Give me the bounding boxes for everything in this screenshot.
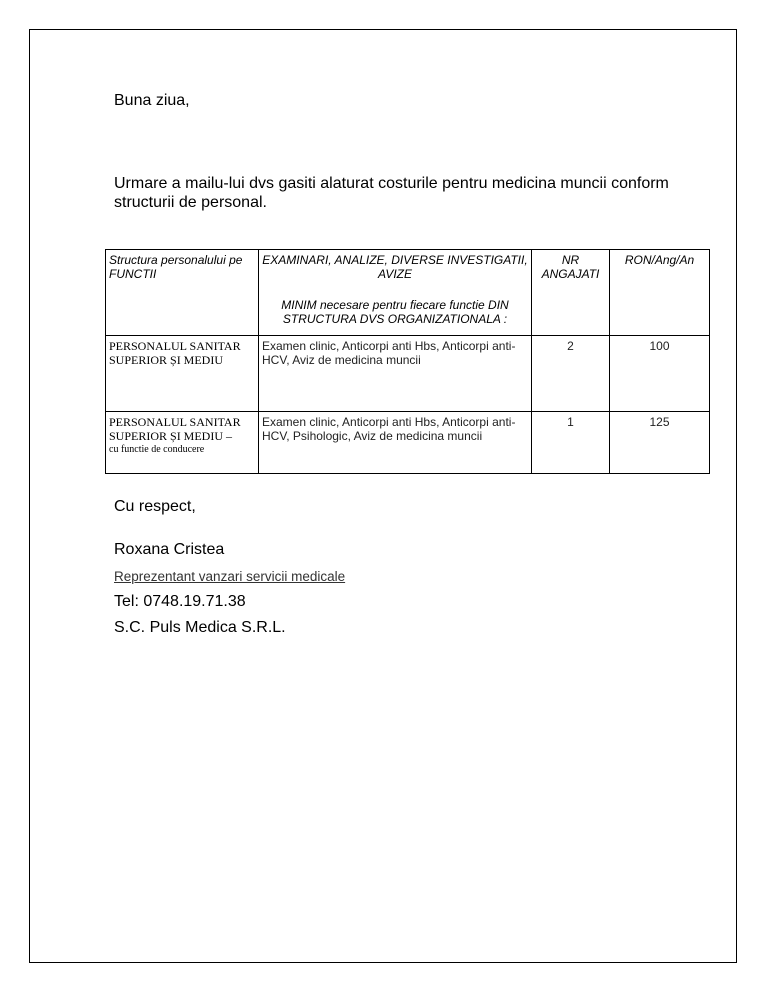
row-employees: 2	[532, 336, 610, 412]
greeting: Buna ziua,	[114, 92, 190, 109]
signer-name: Roxana Cristea	[114, 541, 225, 558]
header-structure: Structura personalului pe FUNCTII	[106, 250, 259, 336]
row-category	[106, 412, 259, 474]
costs-table	[105, 249, 710, 474]
header-exams-title: EXAMINARI, ANALIZE, DIVERSE INVESTIGATII, AVIZE	[262, 253, 528, 281]
header-price: RON/Ang/An	[610, 250, 710, 336]
row-category	[106, 336, 259, 412]
row-category-subtitle: cu functie de conducere	[109, 444, 205, 455]
intro-paragraph: Urmare a mailu-lui dvs gasiti alaturat costurile pentru medicina muncii conform structurii de personal.	[114, 175, 669, 211]
document-page	[29, 29, 737, 963]
table-row	[106, 336, 710, 412]
row-price: 100	[610, 336, 710, 412]
signer-role: Reprezentant vanzari servicii medicale	[114, 569, 346, 584]
row-employees: 1	[532, 412, 610, 474]
row-price: 125	[610, 412, 710, 474]
closing-line: Cu respect,	[114, 498, 196, 515]
table-row	[106, 412, 710, 474]
header-exams	[259, 250, 532, 336]
signer-company: S.C. Puls Medica S.R.L.	[114, 619, 286, 636]
signer-phone: Tel: 0748.19.71.38	[114, 593, 246, 610]
row-exams: Examen clinic, Anticorpi anti Hbs, Anticorpi anti-HCV, Aviz de medicina muncii	[259, 336, 532, 412]
header-employees: NR ANGAJATI	[532, 250, 610, 336]
row-exams: Examen clinic, Anticorpi anti Hbs, Anticorpi anti-HCV, Psihologic, Aviz de medicina muncii	[259, 412, 532, 474]
row-category-title: PERSONALUL SANITAR SUPERIOR ȘI MEDIU	[109, 339, 241, 367]
row-category-title: PERSONALUL SANITAR SUPERIOR ȘI MEDIU –	[109, 415, 241, 443]
header-exams-note: MINIM necesare pentru fiecare functie DIN STRUCTURA DVS ORGANIZATIONALA :	[281, 298, 509, 326]
table-header-row	[106, 250, 710, 336]
